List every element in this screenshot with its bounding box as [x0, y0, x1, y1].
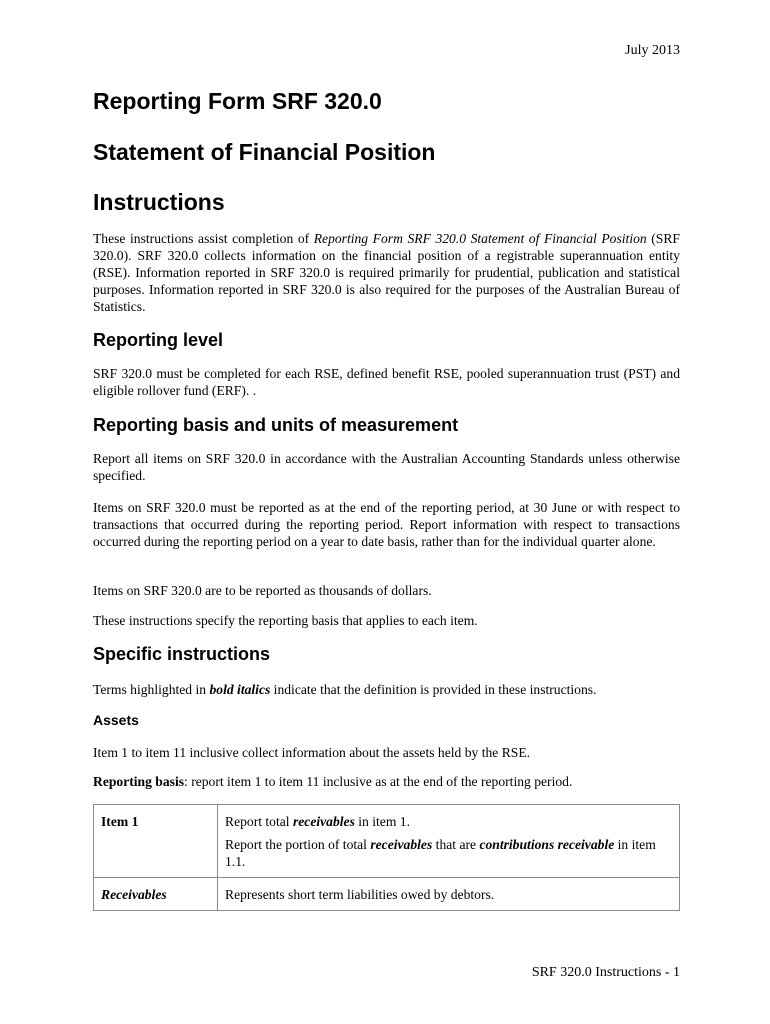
- assets-heading: Assets: [93, 712, 139, 728]
- document-date: July 2013: [625, 43, 680, 58]
- reporting-level-heading: Reporting level: [93, 330, 224, 350]
- reporting-basis-heading: Reporting basis and units of measurement: [93, 415, 459, 435]
- reporting-basis-paragraph-1: Report all items on SRF 320.0 in accordance with the Australian Accounting Standards unless otherwise specified.: [93, 451, 680, 483]
- reporting-level-paragraph: SRF 320.0 must be completed for each RSE, defined benefit RSE, pooled superannuation trust (PST) and eligible rollover fund (ERF). .: [93, 366, 680, 398]
- reporting-basis-paragraph-4: These instructions specify the reporting basis that applies to each item.: [93, 613, 478, 628]
- reporting-basis-paragraph-2: Items on SRF 320.0 must be reported as at the end of the reporting period, at 30 June or with respect to transactions that occurred during the reporting period. Report information with respect to transactions occurred during the reporting period on a year to date basis, rather than for the individual quarter alone.: [93, 500, 680, 549]
- specific-instructions-paragraph: Terms highlighted in bold italics indicate that the definition is provided in these instructions.: [93, 682, 597, 697]
- items-table: [93, 804, 680, 911]
- item-label-cell: Item 1: [94, 805, 218, 878]
- intro-paragraph: These instructions assist completion of Reporting Form SRF 320.0 Statement of Financial Position (SRF 320.0). SRF 320.0 collects information on the financial position of a registrable superannuation entity (RSE). Information reported in SRF 320.0 is required primarily for prudential, publication and statistical purposes. Information reported in SRF 320.0 is also required for the purposes of the Australian Bureau of Statistics.: [93, 231, 680, 314]
- term-definition-cell: Represents short term liabilities owed by debtors.: [218, 878, 680, 911]
- form-title: Reporting Form SRF 320.0: [93, 88, 382, 114]
- assets-paragraph: Item 1 to item 11 inclusive collect information about the assets held by the RSE.: [93, 745, 531, 760]
- item-description-cell: Report total receivables in item 1. Report the portion of total receivables that are contributions receivable in item 1.1.: [218, 805, 680, 878]
- page-footer: SRF 320.0 Instructions - 1: [531, 965, 680, 980]
- instructions-title: Instructions: [93, 189, 225, 215]
- term-label-cell: Receivables: [94, 878, 218, 911]
- table-row: [94, 878, 680, 911]
- form-subtitle: Statement of Financial Position: [93, 139, 436, 165]
- table-row: [94, 805, 680, 878]
- specific-instructions-heading: Specific instructions: [93, 644, 271, 664]
- assets-reporting-basis: Reporting basis: report item 1 to item 11 inclusive as at the end of the reporting period.: [93, 774, 573, 789]
- reporting-basis-paragraph-3: Items on SRF 320.0 are to be reported as thousands of dollars.: [93, 583, 432, 598]
